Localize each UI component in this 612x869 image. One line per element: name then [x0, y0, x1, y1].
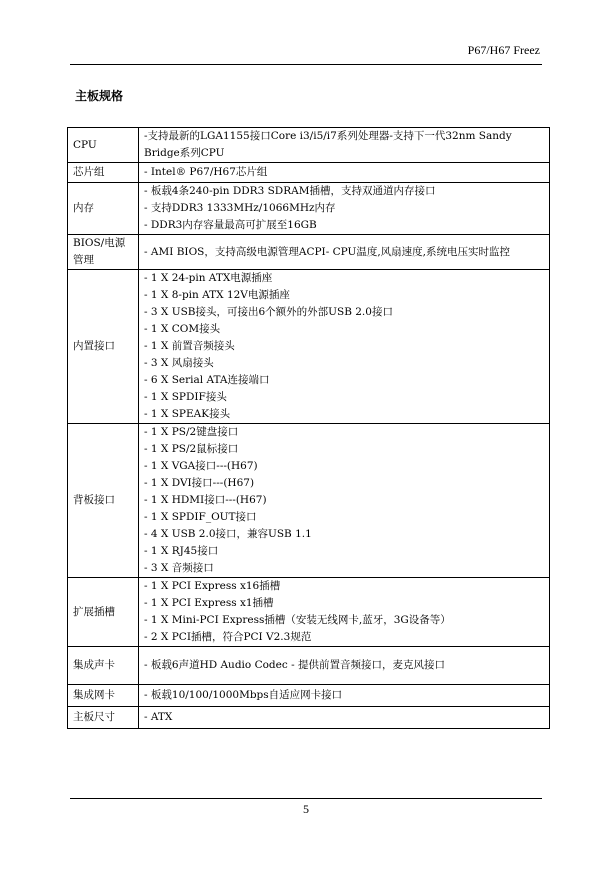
spec-line: - Intel® P67/H67芯片组 — [144, 166, 268, 178]
spec-row-expansion-slots — [68, 578, 550, 647]
spec-line: -支持最新的LGA1155接口Core i3/i5/i7系列处理器-支持下一代32nm Sandy Bridge系列CPU — [144, 130, 512, 159]
spec-line: - 板载6声道HD Audio Codec - 提供前置音频接口，麦克风接口 — [144, 659, 445, 671]
spec-line: - 1 X PCI Express x16插槽 — [144, 580, 281, 592]
spec-label: 集成网卡 — [68, 685, 139, 707]
spec-line: - 1 X VGA接口---(H67) — [144, 460, 258, 472]
spec-value — [139, 270, 550, 424]
header-title: P67/H67 Freez — [467, 43, 540, 57]
spec-line: - 1 X 前置音频接头 — [144, 340, 235, 352]
spec-label: 集成声卡 — [68, 647, 139, 685]
spec-row-memory — [68, 183, 550, 235]
spec-label: 芯片组 — [68, 163, 139, 183]
spec-line: - 1 X PS/2鼠标接口 — [144, 443, 239, 455]
spec-line: - 6 X Serial ATA连接端口 — [144, 374, 270, 386]
spec-line: - 板载10/100/1000Mbps自适应网卡接口 — [144, 689, 343, 701]
spec-line: - 支持DDR3 1333MHz/1066MHz内存 — [144, 202, 336, 214]
spec-label: 内存 — [68, 183, 139, 235]
spec-line: - 2 X PCI插槽，符合PCI V2.3规范 — [144, 631, 312, 643]
spec-value — [139, 128, 550, 163]
spec-line: - 板载4条240-pin DDR3 SDRAM插槽，支持双通道内存接口 — [144, 185, 436, 197]
spec-row-audio — [68, 647, 550, 685]
spec-row-cpu — [68, 128, 550, 163]
spec-label: 内置接口 — [68, 270, 139, 424]
spec-line: - 1 X SPDIF_OUT接口 — [144, 511, 257, 523]
spec-line: - DDR3内存容量最高可扩展至16GB — [144, 219, 317, 231]
spec-line: - AMI BIOS，支持高级电源管理ACPI- CPU温度,风扇速度,系统电压实时监控 — [144, 245, 511, 258]
spec-label: CPU — [68, 128, 139, 163]
spec-value — [139, 685, 550, 707]
spec-value — [139, 183, 550, 235]
spec-label: 主板尺寸 — [68, 707, 139, 729]
spec-value — [139, 647, 550, 685]
spec-line: - 1 X DVI接口---(H67) — [144, 477, 255, 489]
section-title: 主板规格 — [75, 89, 124, 103]
spec-line: - 1 X PCI Express x1插槽 — [144, 597, 274, 609]
spec-line: - ATX — [144, 711, 173, 723]
spec-line: - 1 X COM接头 — [144, 323, 221, 335]
spec-label: 扩展插槽 — [68, 578, 139, 647]
spec-label: BIOS/电源管理 — [68, 235, 139, 270]
spec-line: - 1 X Mini-PCI Express插槽（安装无线网卡,蓝牙，3G设备等） — [144, 614, 451, 626]
spec-value — [139, 424, 550, 578]
spec-value — [139, 707, 550, 729]
spec-line: - 3 X USB接头，可接出6个额外的外部USB 2.0接口 — [144, 306, 393, 318]
spec-row-lan — [68, 685, 550, 707]
footer-rule — [70, 798, 542, 799]
spec-line: - 1 X PS/2键盘接口 — [144, 426, 239, 438]
spec-table — [67, 127, 550, 729]
spec-line: - 3 X 音频接口 — [144, 562, 214, 574]
spec-line: - 1 X SPEAK接头 — [144, 408, 231, 420]
spec-line: - 3 X 风扇接头 — [144, 357, 214, 369]
spec-line: - 1 X 24-pin ATX电源插座 — [144, 272, 273, 284]
spec-row-form-factor — [68, 707, 550, 729]
spec-value — [139, 235, 550, 270]
spec-value — [139, 163, 550, 183]
spec-line: - 1 X 8-pin ATX 12V电源插座 — [144, 289, 290, 301]
spec-row-internal-connectors — [68, 270, 550, 424]
spec-label: 背板接口 — [68, 424, 139, 578]
spec-value — [139, 578, 550, 647]
spec-line: - 1 X SPDIF接头 — [144, 391, 227, 403]
spec-row-chipset — [68, 163, 550, 183]
header-rule — [70, 64, 542, 65]
spec-row-bios — [68, 235, 550, 270]
spec-line: - 1 X HDMI接口---(H67) — [144, 494, 267, 506]
spec-row-rear-panel — [68, 424, 550, 578]
spec-line: - 4 X USB 2.0接口，兼容USB 1.1 — [144, 528, 312, 540]
page-number: 5 — [303, 802, 309, 816]
spec-line: - 1 X RJ45接口 — [144, 545, 219, 557]
